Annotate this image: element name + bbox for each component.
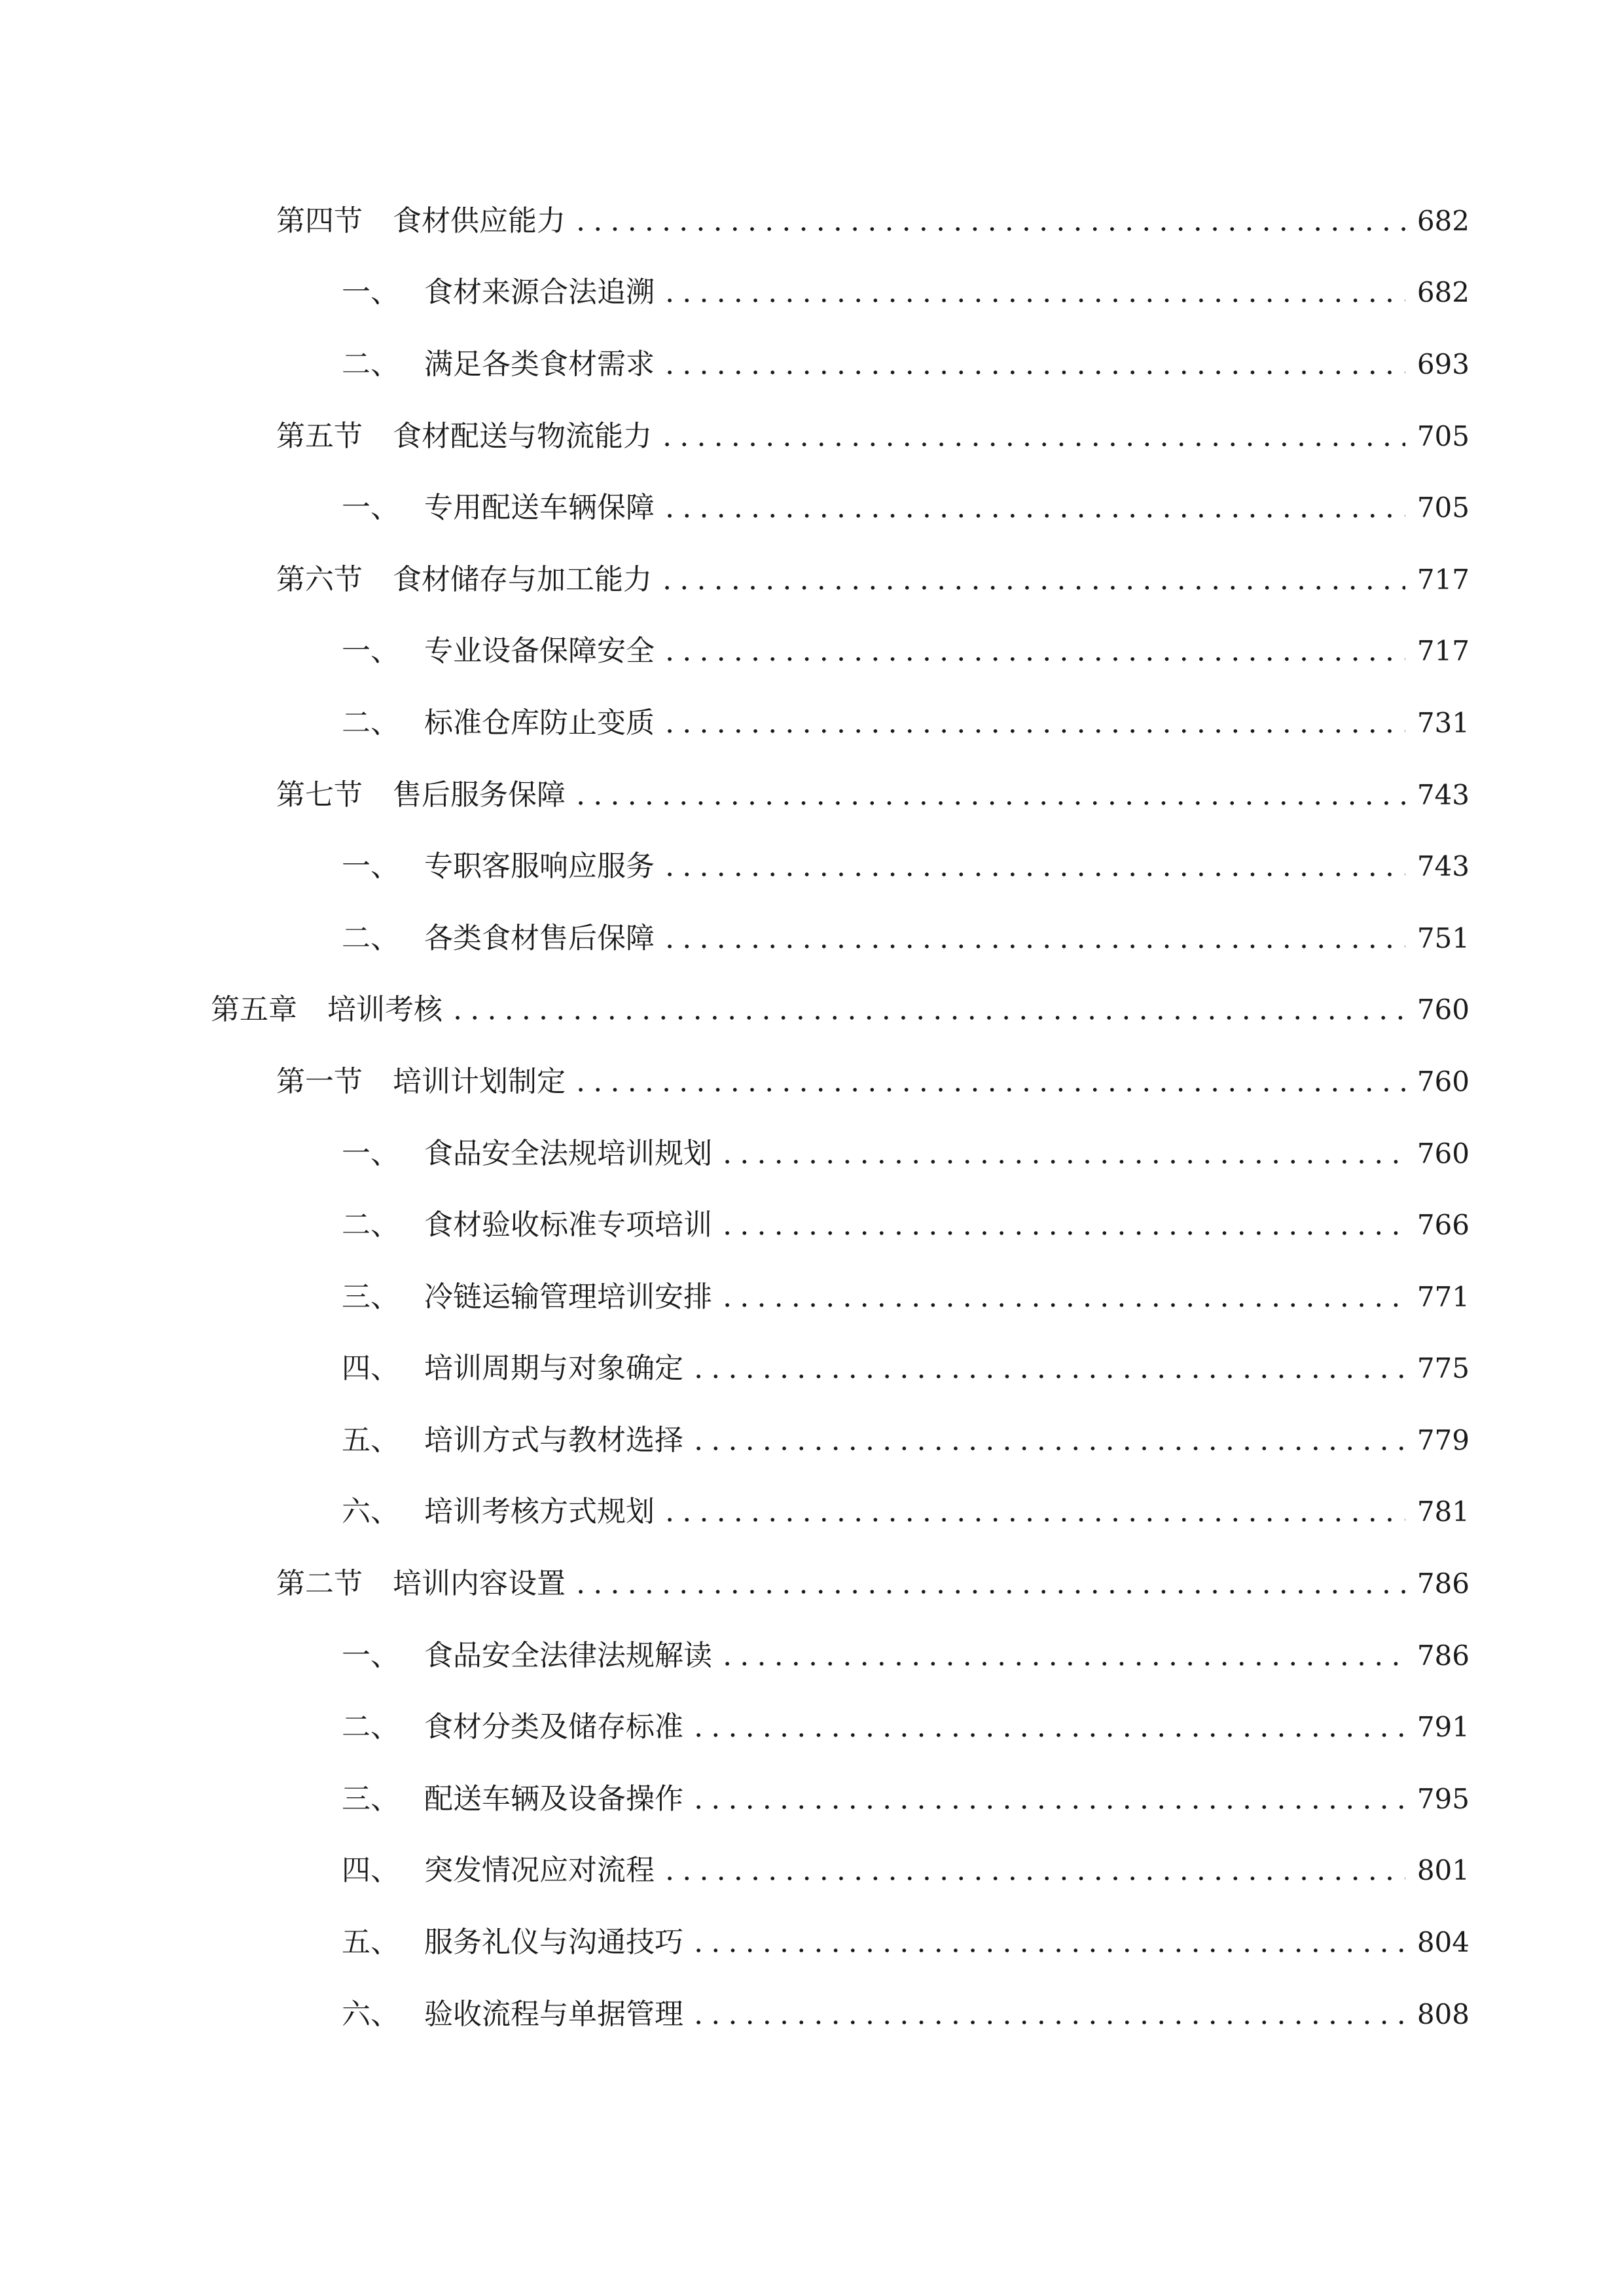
toc-entry-item[interactable] (0, 1405, 1624, 1477)
toc-entry-number: 一、 (342, 1136, 399, 1170)
toc-entry-page-number: 743 (1416, 850, 1470, 883)
toc-entry-section[interactable] (0, 1548, 1624, 1620)
toc-entry-line (342, 1352, 1470, 1386)
toc-entry-line (342, 276, 1470, 310)
toc-entry-title: 冷链运输管理培训安排 (424, 1280, 712, 1314)
toc-entry-item[interactable] (0, 616, 1624, 688)
dot-leader (690, 1947, 1405, 1954)
toc-entry-title: 食材来源合法追溯 (424, 276, 655, 310)
toc-entry-title: 培训周期与对象确定 (424, 1352, 683, 1386)
toc-entry-line (342, 1782, 1470, 1816)
toc-entry-number: 二、 (342, 921, 399, 955)
toc-entry-number: 第四节 (276, 204, 363, 238)
toc-entry-line (342, 921, 1470, 955)
toc-entry-page-number: 786 (1416, 1568, 1470, 1600)
toc-entry-title: 食品安全法律法规解读 (424, 1638, 712, 1672)
toc-entry-line (342, 1136, 1470, 1170)
toc-entry-item[interactable] (0, 1835, 1624, 1907)
dot-leader (661, 656, 1405, 662)
toc-entry-number: 四、 (342, 1854, 399, 1888)
toc-entry-item[interactable] (0, 1907, 1624, 1979)
toc-entry-line (342, 1423, 1470, 1457)
toc-entry-title: 突发情况应对流程 (424, 1854, 655, 1888)
toc-entry-title: 培训计划制定 (393, 1064, 566, 1098)
toc-entry-page-number: 705 (1416, 492, 1470, 524)
toc-entry-number: 一、 (342, 1638, 399, 1672)
toc-entry-number: 一、 (342, 276, 399, 310)
dot-leader (661, 1875, 1405, 1882)
toc-entry-section[interactable] (0, 401, 1624, 473)
toc-entry-page-number: 717 (1416, 635, 1470, 668)
toc-entry-title: 食材配送与物流能力 (393, 419, 652, 453)
dot-leader (719, 1230, 1405, 1236)
toc-entry-number: 第一节 (276, 1064, 363, 1098)
toc-entry-number: 四、 (342, 1352, 399, 1386)
toc-entry-line (276, 1567, 1470, 1601)
dot-leader (661, 1516, 1405, 1523)
toc-entry-page-number: 791 (1416, 1711, 1470, 1744)
dot-leader (449, 1014, 1405, 1021)
toc-entry-title: 专业设备保障安全 (424, 634, 655, 668)
toc-entry-number: 第七节 (276, 778, 363, 812)
toc-entry-line (342, 1280, 1470, 1314)
toc-entry-number: 一、 (342, 850, 399, 884)
dot-leader (661, 943, 1405, 950)
toc-entry-title: 培训内容设置 (393, 1567, 566, 1601)
toc-entry-item[interactable] (0, 1620, 1624, 1692)
toc-entry-page-number: 808 (1416, 1998, 1470, 2030)
toc-entry-page-number: 682 (1416, 204, 1470, 237)
dot-leader (719, 1302, 1405, 1308)
dot-leader (572, 800, 1405, 806)
toc-entry-page-number: 717 (1416, 563, 1470, 596)
toc-entry-item[interactable] (0, 903, 1624, 975)
toc-entry-page-number: 775 (1416, 1352, 1470, 1385)
toc-entry-line (342, 1208, 1470, 1242)
toc-entry-title: 配送车辆及设备操作 (424, 1782, 683, 1816)
toc-entry-line (276, 419, 1470, 453)
toc-entry-line (342, 1495, 1470, 1529)
dot-leader (659, 584, 1405, 591)
toc-entry-page-number: 786 (1416, 1639, 1470, 1672)
toc-entry-section[interactable] (0, 759, 1624, 831)
toc-entry-number: 五、 (342, 1423, 399, 1457)
toc-entry-page-number: 743 (1416, 778, 1470, 811)
table-of-contents (0, 185, 1624, 2050)
dot-leader (661, 369, 1405, 376)
toc-entry-title: 专职客服响应服务 (424, 850, 655, 884)
toc-entry-item[interactable] (0, 1477, 1624, 1549)
dot-leader (661, 297, 1405, 304)
toc-entry-page-number: 731 (1416, 706, 1470, 739)
toc-entry-number: 六、 (342, 1997, 399, 2031)
toc-entry-section[interactable] (0, 1046, 1624, 1118)
toc-entry-page-number: 801 (1416, 1854, 1470, 1887)
toc-entry-page-number: 766 (1416, 1209, 1470, 1242)
toc-entry-number: 五、 (342, 1926, 399, 1960)
toc-entry-item[interactable] (0, 329, 1624, 401)
toc-entry-page-number: 760 (1416, 1137, 1470, 1170)
dot-leader (690, 1373, 1405, 1380)
toc-entry-line (342, 706, 1470, 740)
toc-entry-page-number: 705 (1416, 420, 1470, 452)
toc-entry-section[interactable] (0, 544, 1624, 616)
toc-entry-line (342, 347, 1470, 381)
dot-leader (661, 871, 1405, 878)
toc-entry-number: 第二节 (276, 1567, 363, 1601)
toc-entry-number: 二、 (342, 706, 399, 740)
toc-entry-title: 服务礼仪与沟通技巧 (424, 1926, 683, 1960)
toc-entry-line (276, 204, 1470, 238)
toc-entry-title: 专用配送车辆保障 (424, 491, 655, 525)
toc-entry-page-number: 779 (1416, 1424, 1470, 1456)
toc-entry-number: 第六节 (276, 562, 363, 596)
toc-entry-title: 食材分类及储存标准 (424, 1710, 683, 1744)
toc-entry-page-number: 804 (1416, 1926, 1470, 1959)
toc-entry-line (342, 634, 1470, 668)
toc-entry-item[interactable] (0, 1691, 1624, 1763)
toc-entry-line (276, 778, 1470, 812)
toc-entry-item[interactable] (0, 1189, 1624, 1261)
toc-entry-title: 食材验收标准专项培训 (424, 1208, 712, 1242)
dot-leader (690, 1804, 1405, 1810)
dot-leader (690, 1445, 1405, 1452)
toc-entry-title: 食材供应能力 (393, 204, 566, 238)
toc-entry-title: 各类食材售后保障 (424, 921, 655, 955)
toc-entry-line (342, 850, 1470, 884)
toc-entry-item[interactable] (0, 1979, 1624, 2051)
toc-entry-line (211, 993, 1470, 1027)
toc-entry-item[interactable] (0, 1763, 1624, 1835)
toc-entry-number: 三、 (342, 1280, 399, 1314)
toc-entry-page-number: 781 (1416, 1496, 1470, 1528)
dot-leader (661, 512, 1405, 519)
toc-entry-page-number: 760 (1416, 1065, 1470, 1098)
toc-entry-item[interactable] (0, 1261, 1624, 1333)
toc-entry-number: 二、 (342, 347, 399, 381)
toc-entry-item[interactable] (0, 687, 1624, 759)
toc-entry-line (342, 1854, 1470, 1888)
dot-leader (690, 2019, 1405, 2026)
toc-entry-number: 一、 (342, 491, 399, 525)
toc-entry-title: 标准仓库防止变质 (424, 706, 655, 740)
toc-entry-page-number: 751 (1416, 922, 1470, 954)
toc-entry-line (342, 1926, 1470, 1960)
toc-entry-number: 三、 (342, 1782, 399, 1816)
toc-entry-page-number: 682 (1416, 276, 1470, 309)
toc-entry-title: 培训方式与教材选择 (424, 1423, 683, 1457)
toc-entry-section[interactable] (0, 185, 1624, 257)
dot-leader (690, 1732, 1405, 1738)
toc-entry-line (276, 1064, 1470, 1098)
toc-entry-line (276, 562, 1470, 596)
toc-entry-page-number: 693 (1416, 348, 1470, 380)
toc-entry-number: 二、 (342, 1710, 399, 1744)
toc-entry-item[interactable] (0, 472, 1624, 544)
toc-entry-number: 第五节 (276, 419, 363, 453)
dot-leader (719, 1158, 1405, 1165)
toc-entry-chapter[interactable] (0, 975, 1624, 1047)
toc-entry-title: 食材储存与加工能力 (393, 562, 652, 596)
dot-leader (719, 1660, 1405, 1667)
toc-entry-title: 满足各类食材需求 (424, 347, 655, 381)
toc-entry-item[interactable] (0, 1333, 1624, 1405)
toc-entry-line (342, 491, 1470, 525)
toc-entry-title: 培训考核方式规划 (424, 1495, 655, 1529)
toc-entry-title: 培训考核 (327, 993, 442, 1027)
toc-entry-number: 第五章 (211, 993, 297, 1027)
dot-leader (572, 1086, 1405, 1093)
toc-entry-title: 售后服务保障 (393, 778, 566, 812)
dot-leader (661, 728, 1405, 734)
toc-entry-number: 一、 (342, 634, 399, 668)
toc-entry-line (342, 1710, 1470, 1744)
toc-entry-page-number: 795 (1416, 1782, 1470, 1815)
toc-entry-line (342, 1638, 1470, 1672)
dot-leader (659, 441, 1405, 448)
toc-entry-item[interactable] (0, 257, 1624, 329)
dot-leader (572, 226, 1405, 232)
toc-entry-page-number: 760 (1416, 994, 1470, 1026)
toc-entry-line (342, 1997, 1470, 2031)
toc-entry-number: 六、 (342, 1495, 399, 1529)
toc-entry-item[interactable] (0, 831, 1624, 903)
dot-leader (572, 1588, 1405, 1595)
toc-entry-title: 验收流程与单据管理 (424, 1997, 683, 2031)
toc-entry-number: 二、 (342, 1208, 399, 1242)
toc-entry-page-number: 771 (1416, 1280, 1470, 1313)
toc-entry-item[interactable] (0, 1118, 1624, 1190)
toc-entry-title: 食品安全法规培训规划 (424, 1136, 712, 1170)
